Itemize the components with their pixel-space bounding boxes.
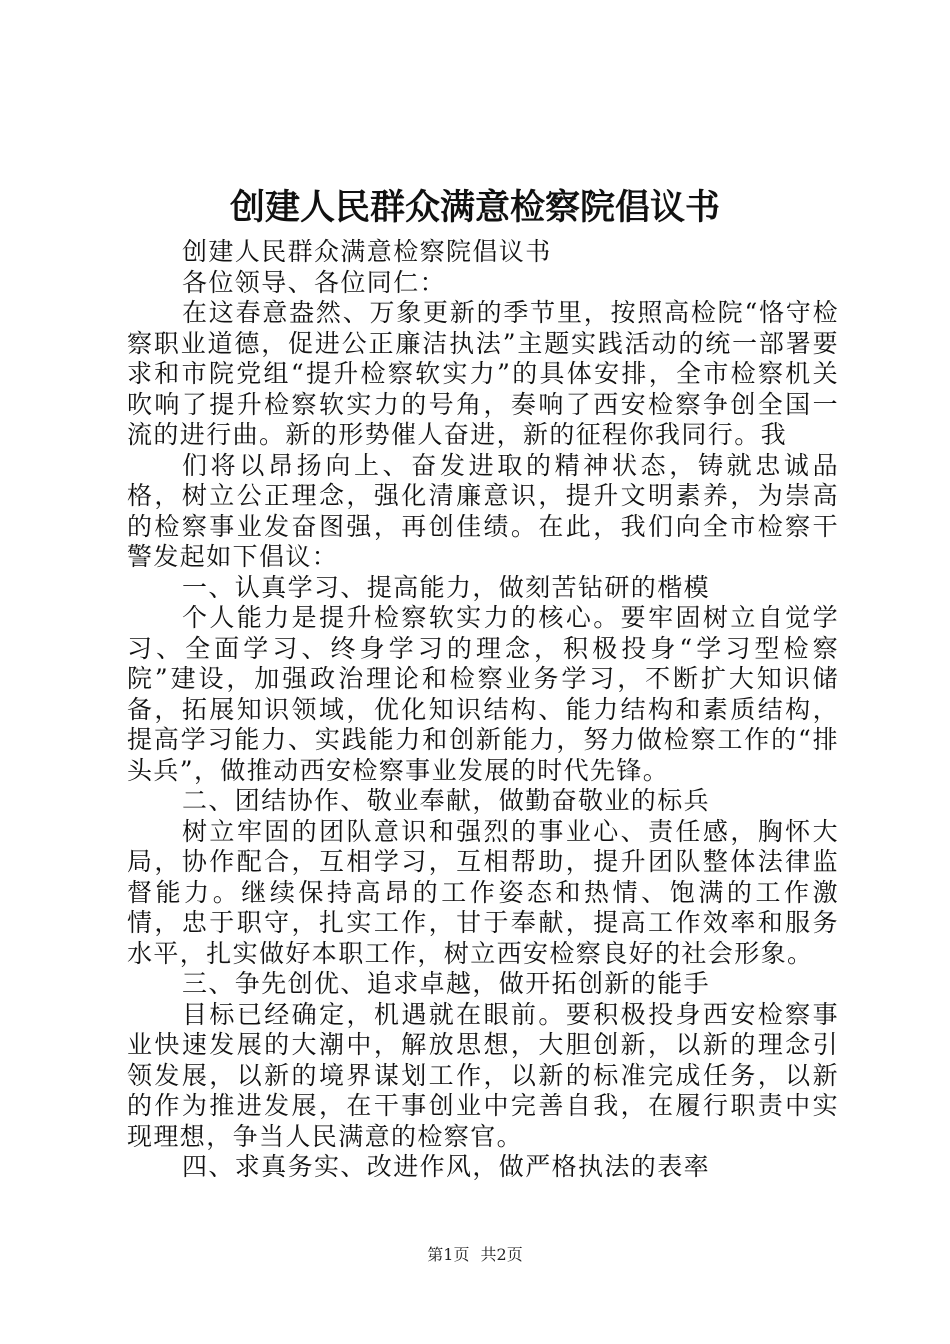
- section-body-2: 树立牢固的团队意识和强烈的事业心、责任感，胸怀大局，协作配合，互相学习，互相帮助，提升团队整体法律监督能力。继续保持高昂的工作姿态和热情、饱满的工作激情，忠于职守，扎实工作，甘于奉献，提高工作效率和服务水平，扎实做好本职工作，树立西安检察良好的社会形象。: [127, 816, 839, 968]
- paragraph-intro-continued: 们将以昂扬向上、奋发进取的精神状态，铸就忠诚品格，树立公正理念，强化清廉意识，提升文明素养，为崇高的检察事业发奋图强，再创佳绩。在此，我们向全市检察干警发起如下倡议：: [127, 450, 839, 571]
- document-body: [127, 237, 839, 1183]
- paragraph-subtitle: 创建人民群众满意检察院倡议书: [182, 237, 552, 266]
- page-number-total: 共2页: [480, 1245, 523, 1264]
- paragraph-salutation: 各位领导、各位同仁：: [182, 267, 447, 297]
- document-title: 创建人民群众满意检察院倡议书: [229, 188, 720, 228]
- section-heading-1: 一、认真学习、提高能力，做刻苦钻研的楷模: [182, 572, 711, 602]
- section-heading-2: 二、团结协作、敬业奉献，做勤奋敬业的标兵: [182, 786, 711, 815]
- section-heading-4: 四、求真务实、改进作风，做严格执法的表率: [182, 1152, 711, 1181]
- section-body-3: 目标已经确定，机遇就在眼前。要积极投身西安检察事业快速发展的大潮中，解放思想，大胆创新，以新的理念引领发展，以新的境界谋划工作，以新的标准完成任务，以新的作为推进发展，在干事创业中完善自我，在履行职责中实现理想，争当人民满意的检察官。: [127, 999, 839, 1151]
- section-body-1: 个人能力是提升检察软实力的核心。要牢固树立自觉学习、全面学习、终身学习的理念，积极投身“学习型检察院”建设，加强政治理论和检察业务学习，不断扩大知识储备，拓展知识领域，优化知识结构、能力结构和素质结构，提高学习能力、实践能力和创新能力，努力做检察工作的“排头兵”，做推动西安检察事业发展的时代先锋。: [127, 603, 839, 785]
- page-number-current: 第1页: [427, 1245, 470, 1264]
- paragraph-intro: 在这春意盎然、万象更新的季节里，按照高检院“恪守检察职业道德，促进公正廉洁执法”主题实践活动的统一部署要求和市院党组“提升检察软实力”的具体安排，全市检察机关吹响了提升检察软实力的号角，奏响了西安检察争创全国一流的进行曲。新的形势催人奋进，新的征程你我同行。我: [127, 298, 839, 449]
- page-footer: [0, 1244, 950, 1266]
- section-heading-3: 三、争先创优、追求卓越，做开拓创新的能手: [182, 969, 711, 998]
